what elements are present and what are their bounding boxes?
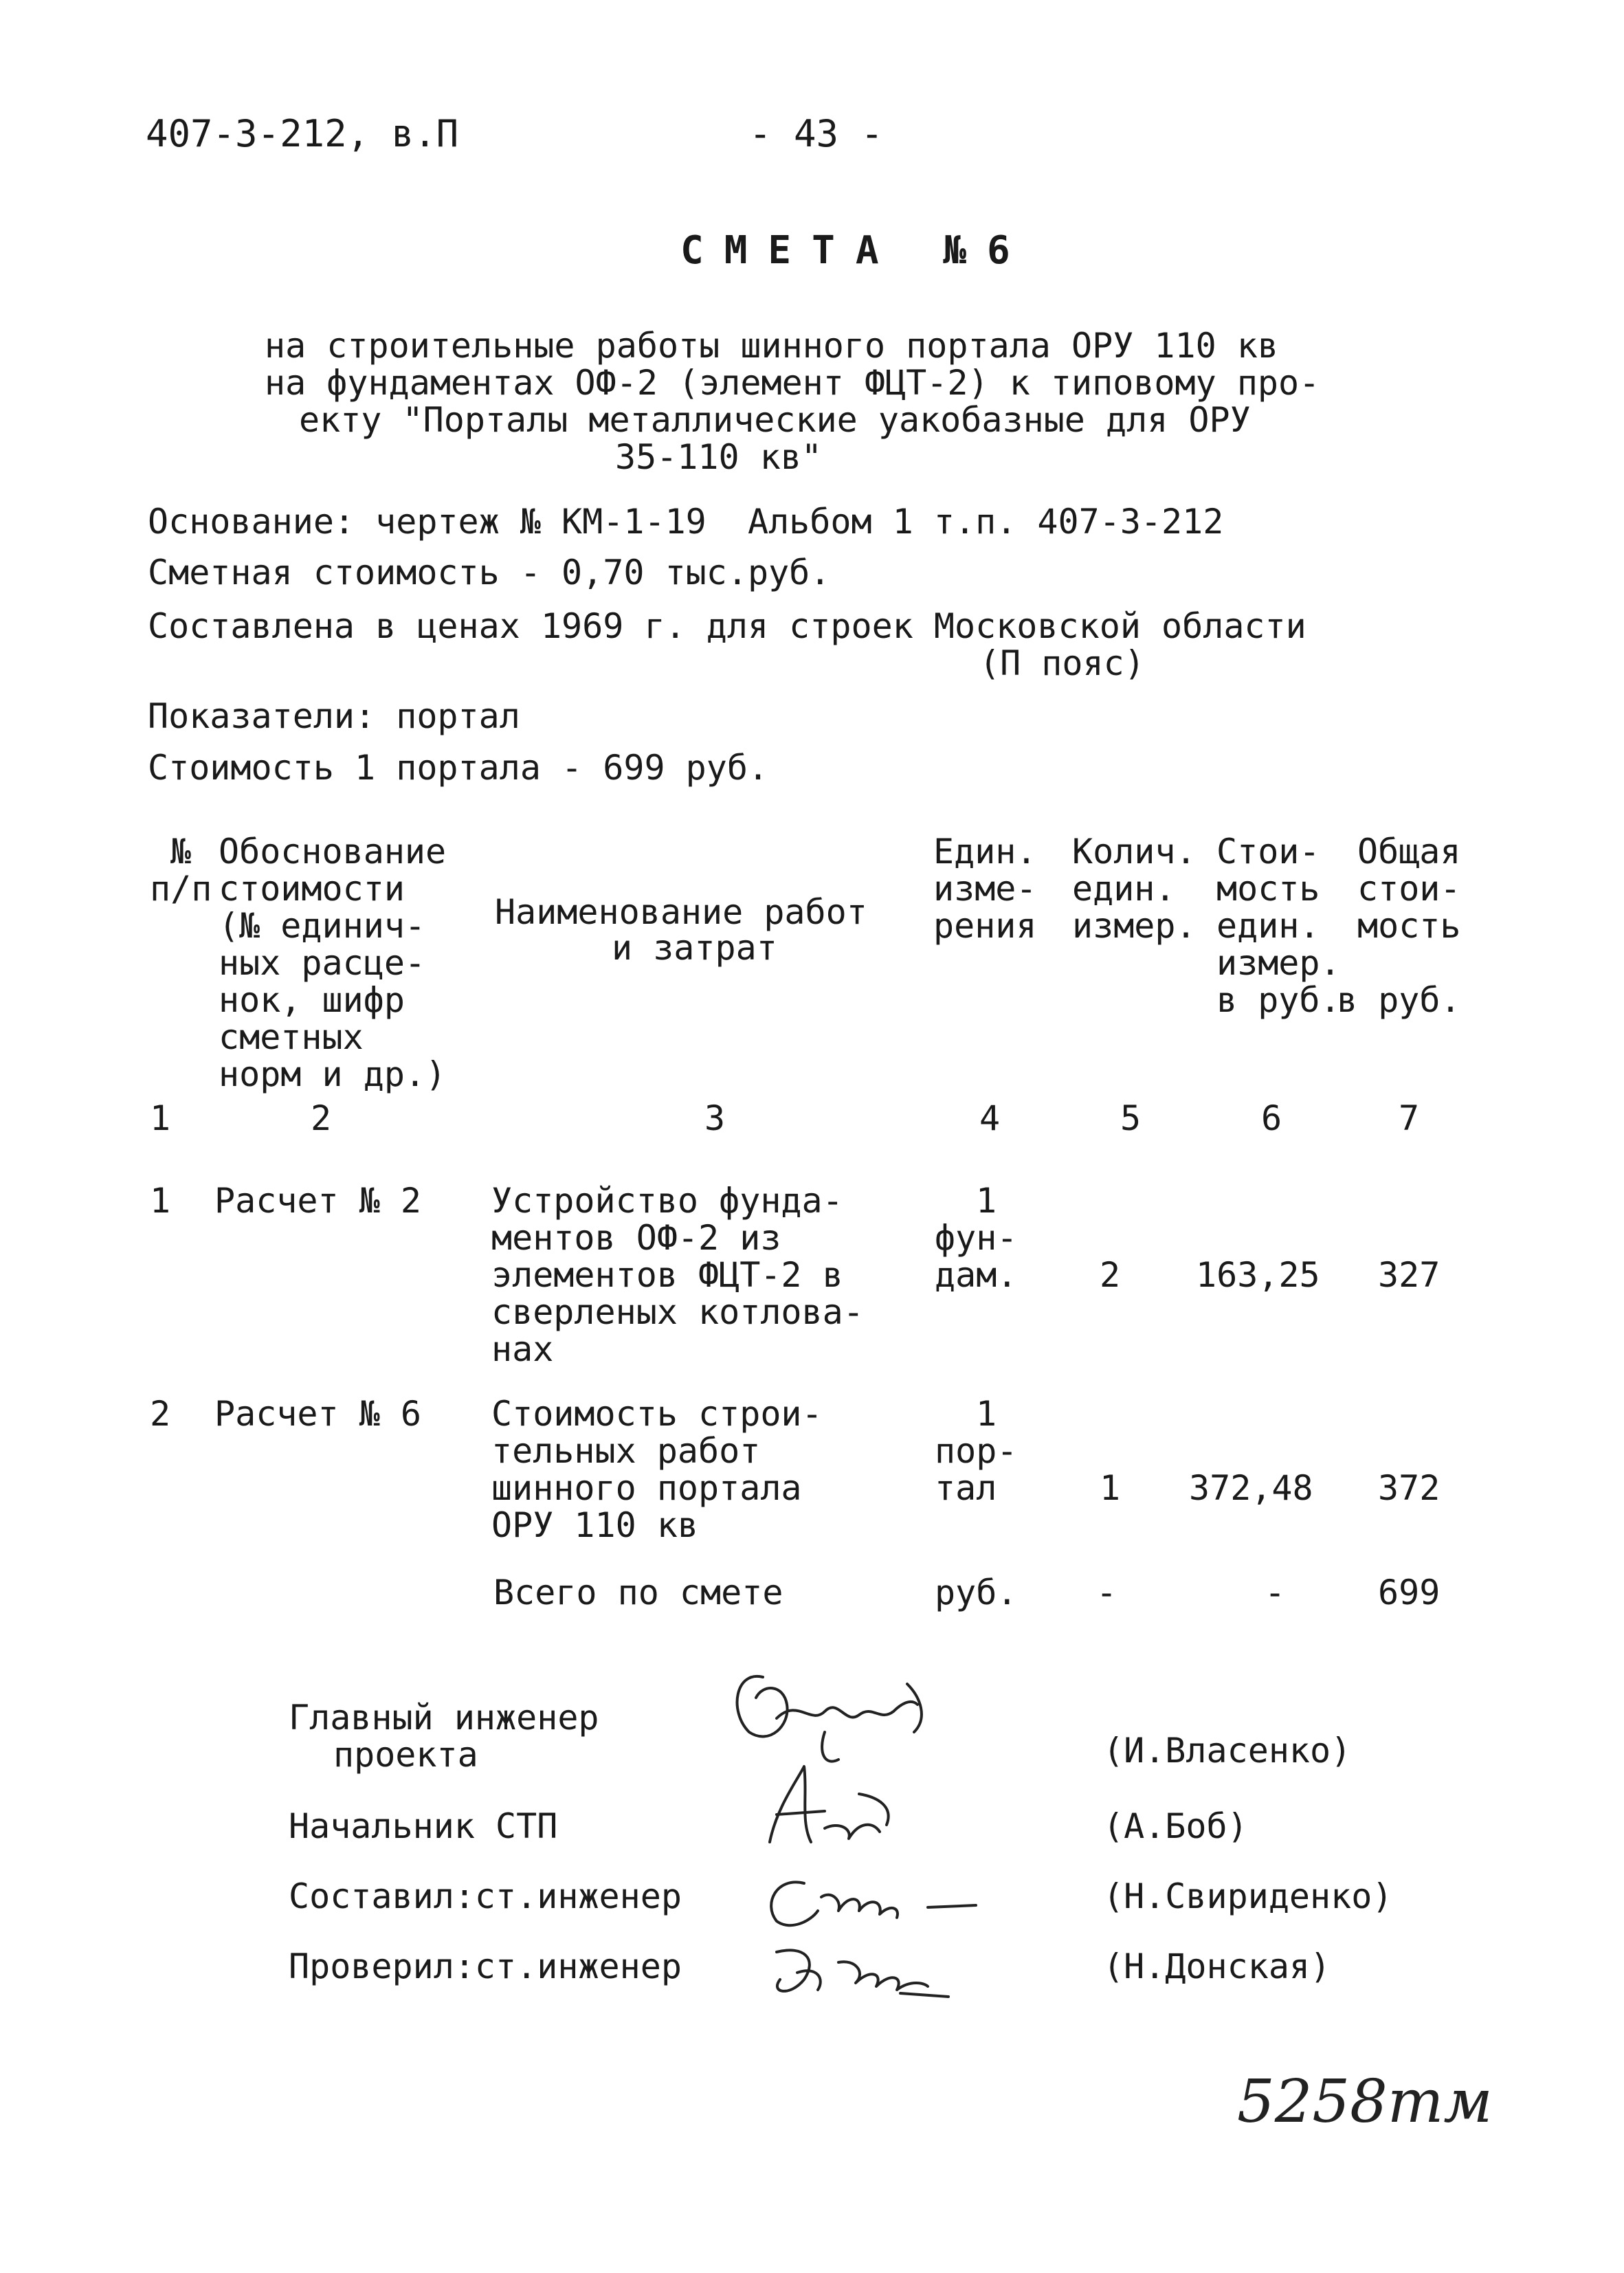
unit-cost-line: Стоимость 1 портала - 699 руб. <box>148 748 769 788</box>
header-col-5-line-3: измер. <box>1072 906 1197 946</box>
row-name-line: Устройство фунда- <box>491 1181 843 1221</box>
header-col-4-line-2: изме- <box>933 869 1037 909</box>
row-unit-line: 1 <box>976 1181 997 1221</box>
subtitle-line-4: 35-110 кв" <box>615 437 823 477</box>
column-number: 5 <box>1120 1098 1142 1138</box>
row-total: 327 <box>1378 1255 1441 1295</box>
summary-total: 699 <box>1378 1573 1441 1612</box>
basis-line: Основание: чертеж № КМ-1-19 Альбом 1 т.п. 407-3-212 <box>148 502 1224 542</box>
row-name-line: Стоимость строи- <box>491 1394 823 1434</box>
signature-role-2: Начальник СТП <box>289 1806 558 1846</box>
summary-unit: руб. <box>935 1573 1018 1612</box>
row-number: 2 <box>150 1394 171 1434</box>
header-col-2-line-3: (№ единич- <box>219 906 426 946</box>
compiled-zone: (П пояс) <box>979 643 1145 683</box>
header-col-6-line-4: измер. <box>1216 943 1341 983</box>
row-unit-line: дам. <box>935 1255 1018 1295</box>
header-col-2-line-2: стоимости <box>219 869 405 909</box>
column-number: 2 <box>311 1098 332 1138</box>
column-number: 3 <box>704 1098 726 1138</box>
column-number: 6 <box>1261 1098 1282 1138</box>
row-name-line: тельных работ <box>491 1431 761 1471</box>
header-col-7-line-4: в руб. <box>1337 980 1461 1020</box>
column-number: 4 <box>979 1098 1001 1138</box>
row-name-line: ментов ОФ-2 из <box>491 1218 781 1258</box>
header-col-2-line-1: Обоснование <box>219 832 447 872</box>
summary-unit-price: - <box>1265 1573 1286 1612</box>
indicators-line: Показатели: портал <box>148 696 520 736</box>
header-col-6-line-3: един. <box>1216 906 1320 946</box>
header-col-3-line-1: Наименование работ <box>495 892 867 932</box>
header-col-5-line-2: един. <box>1072 869 1176 909</box>
header-col-7-line-1: Общая <box>1357 832 1461 872</box>
row-name-line: ОРУ 110 кв <box>491 1505 699 1545</box>
row-name-line: элементов ФЦТ-2 в <box>491 1255 843 1295</box>
page-number: - 43 - <box>749 112 884 155</box>
signature-role-4: Проверил:ст.инженер <box>289 1947 682 1986</box>
column-number: 7 <box>1399 1098 1420 1138</box>
row-unit-line: фун- <box>935 1218 1018 1258</box>
signature-name-4: (Н.Донская) <box>1103 1947 1331 1986</box>
header-col-6-line-1: Стои- <box>1216 832 1320 872</box>
page-title: СМЕТА №6 <box>680 228 1031 273</box>
subtitle-line-2: на фундаментах ОФ-2 (элемент ФЦТ-2) к типовому про- <box>265 363 1320 403</box>
summary-label: Всего по смете <box>493 1573 783 1612</box>
header-col-2-line-7: норм и др.) <box>219 1054 447 1094</box>
header-col-3-line-2: и затрат <box>612 928 777 968</box>
signature-role-1-line-2: проекта <box>333 1735 478 1775</box>
signature-name-3: (Н.Свириденко) <box>1103 1876 1393 1916</box>
row-name-line: шинного портала <box>491 1468 802 1508</box>
row-unit-line: 1 <box>976 1394 997 1434</box>
row-basis: Расчет № 2 <box>214 1181 422 1221</box>
header-col-2-line-5: нок, шифр <box>219 980 405 1020</box>
signature-role-3: Составил:ст.инженер <box>289 1876 682 1916</box>
row-total: 372 <box>1378 1468 1441 1508</box>
row-unit-price: 163,25 <box>1196 1255 1320 1295</box>
summary-qty: - <box>1096 1573 1117 1612</box>
header-col-1-line-2: п/п <box>150 869 212 909</box>
row-qty: 2 <box>1100 1255 1121 1295</box>
header-col-2-line-6: сметных <box>219 1017 364 1057</box>
header-col-5-line-1: Колич. <box>1072 832 1197 872</box>
row-basis: Расчет № 6 <box>214 1394 422 1434</box>
estimated-cost-line: Сметная стоимость - 0,70 тыс.руб. <box>148 553 831 592</box>
row-name-line: сверленых котлова- <box>491 1292 864 1332</box>
header-col-7-line-3: мость <box>1357 906 1461 946</box>
header-col-2-line-4: ных расце- <box>219 943 426 983</box>
header-col-4-line-1: Един. <box>933 832 1037 872</box>
row-unit-line: пор- <box>935 1431 1018 1471</box>
header-col-1-line-1: № <box>170 832 192 872</box>
header-col-6-line-2: мость <box>1216 869 1320 909</box>
header-col-6-line-5: в руб. <box>1216 980 1341 1020</box>
row-unit-line: тал <box>935 1468 997 1508</box>
header-col-4-line-3: рения <box>933 906 1037 946</box>
signature-role-1-line-1: Главный инженер <box>289 1698 599 1738</box>
signature-name-2: (А.Боб) <box>1103 1806 1248 1846</box>
compiled-line: Составлена в ценах 1969 г. для строек Московской области <box>148 606 1306 646</box>
row-number: 1 <box>150 1181 171 1221</box>
subtitle-line-1: на строительные работы шинного портала ОРУ 110 кв <box>265 326 1279 366</box>
row-name-line: нах <box>491 1329 554 1369</box>
row-unit-price: 372,48 <box>1189 1468 1313 1508</box>
handwritten-archive-number: 5258тм <box>1237 2067 1493 2136</box>
row-qty: 1 <box>1100 1468 1121 1508</box>
subtitle-line-3: екту "Порталы металлические уакобазные для ОРУ <box>299 400 1251 440</box>
signature-name-1: (И.Власенко) <box>1103 1731 1352 1771</box>
handwritten-signatures <box>722 1656 1010 2041</box>
header-col-7-line-2: стои- <box>1357 869 1461 909</box>
doc-code: 407-3-212, в.П <box>146 112 459 155</box>
column-number: 1 <box>150 1098 171 1138</box>
